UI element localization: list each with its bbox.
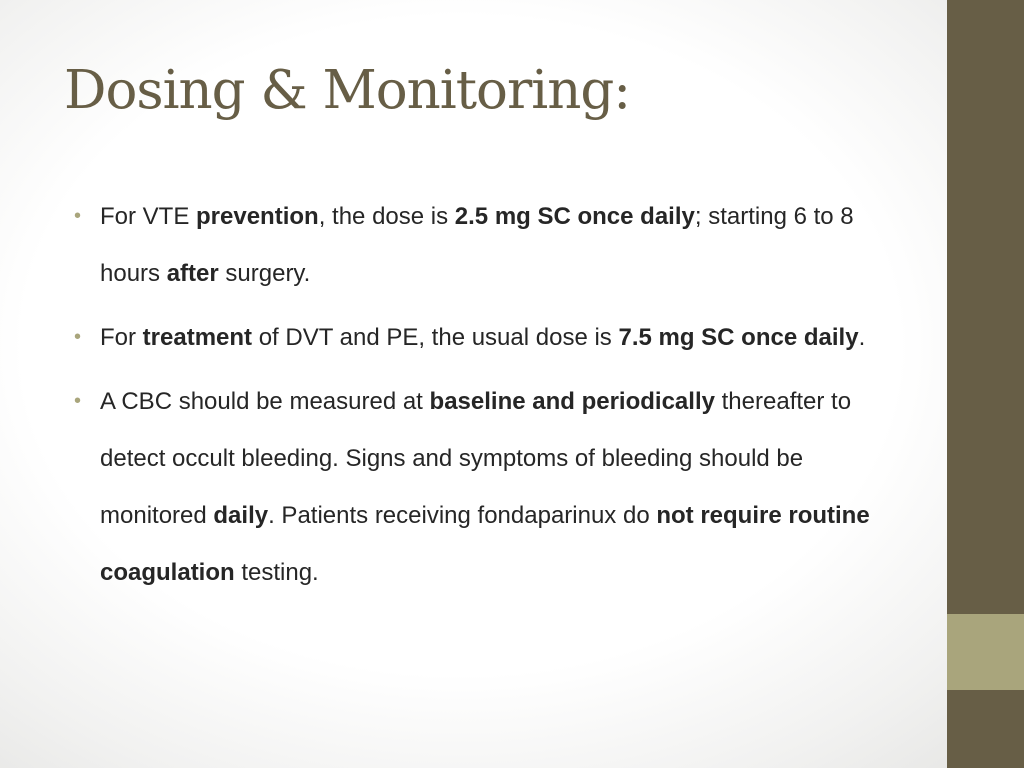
text-segment: A CBC should be measured at (100, 388, 430, 415)
bold-segment: 2.5 mg SC once daily (454, 203, 695, 230)
bullet-list (74, 188, 874, 608)
text-segment: For (100, 324, 143, 351)
text-segment: testing. (234, 559, 319, 586)
bullet-marker-icon: • (74, 205, 82, 227)
bold-segment: prevention (196, 203, 319, 230)
text-segment: surgery. (218, 260, 311, 287)
text-segment: ; starting 6 to 8 hours (100, 203, 854, 287)
text-segment: For VTE (100, 203, 197, 230)
text-segment: . Patients receiving fondaparinux do (268, 502, 657, 529)
text-segment: of DVT and PE, the usual dose is (252, 324, 619, 351)
text-segment: thereafter to detect occult bleeding. Signs and symptoms of bleeding should be monitored (100, 388, 852, 529)
bold-segment: after (166, 260, 219, 287)
bullet-text (100, 203, 854, 287)
sidebar-band (947, 0, 1024, 768)
bullet-item-monitoring (74, 373, 874, 601)
bold-segment: daily (213, 502, 269, 529)
bold-segment: not require routine coagulation (100, 502, 870, 586)
sidebar-accent-block (947, 614, 1024, 690)
bullet-text (100, 388, 870, 586)
bullet-marker-icon: • (74, 326, 82, 348)
text-segment: , the dose is (318, 203, 455, 230)
slide-title: Dosing & Monitoring: (64, 60, 631, 121)
bold-segment: 7.5 mg SC once daily (618, 324, 859, 351)
bold-segment: treatment (142, 324, 253, 351)
bullet-text (100, 324, 865, 351)
bullet-item-treatment (74, 309, 874, 366)
bold-segment: baseline and periodically (429, 388, 715, 415)
bullet-item-prevention (74, 188, 874, 302)
text-segment: . (858, 324, 866, 351)
bullet-marker-icon: • (74, 390, 82, 412)
